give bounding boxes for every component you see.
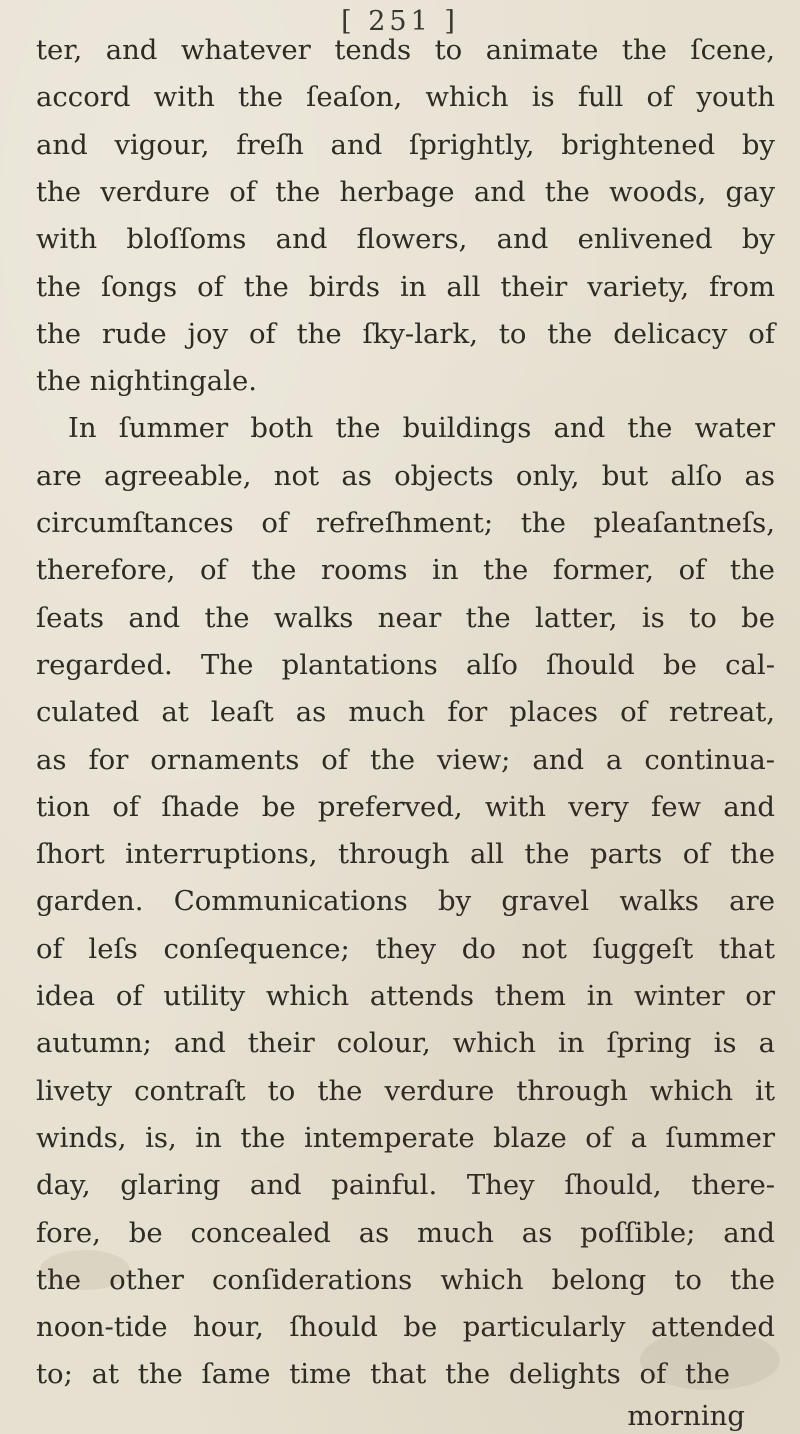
text-line: ſhort interruptions, through all the parts of the [36, 838, 776, 871]
text-line: the nightingale. [36, 365, 257, 398]
page-number: [ 251 ] [341, 6, 459, 37]
text-line: In ſummer both the buildings and the water [68, 412, 776, 445]
text-line: as for ornaments of the view; and a continua- [36, 743, 776, 776]
text-line: the other conſiderations which belong to the [36, 1263, 776, 1296]
text-line: livety contraſt to the verdure through which it [36, 1074, 776, 1107]
text-line: winds, is, in the intemperate blaze of a ſummer [36, 1121, 775, 1154]
text-line: of leſs conſequence; they do not ſuggeſt that [36, 932, 776, 965]
text-line: fore, be concealed as much as poſſible; and [36, 1216, 775, 1249]
text-line: the rude joy of the ſky-lark, to the delicacy of [36, 317, 775, 350]
text-line: are agreeable, not as objects only, but alſo as [36, 459, 776, 492]
text-line: ſeats and the walks near the latter, is to be [36, 601, 775, 634]
text-line: day, glaring and painful. They ſhould, there- [36, 1169, 776, 1202]
text-line: and vigour, freſh and ſprightly, brightened by [36, 128, 775, 161]
text-line: autumn; and their colour, which in ſpring is a [36, 1027, 775, 1060]
text-line: regarded. The plantations alſo ſhould be cal- [36, 648, 775, 681]
text-line: the ſongs of the birds in all their variety, from [36, 270, 775, 303]
text-line: the verdure of the herbage and the woods, gay [36, 175, 775, 208]
text-line: tion of ſhade be preferved, with very few and [36, 790, 775, 823]
text-line: culated at leaſt as much for places of retreat, [36, 696, 776, 729]
text-line: therefore, of the rooms in the former, of the [36, 554, 775, 587]
text-line: garden. Communications by gravel walks are [36, 885, 775, 918]
text-line: ter, and whatever tends to animate the ſcene, [36, 34, 776, 66]
catchword: morning [627, 1399, 745, 1432]
text-line: circumſtances of refreſhment; the pleaſantneſs, [36, 507, 775, 539]
text-line: accord with the ſeaſon, which is full of youth [36, 81, 775, 114]
text-line: with bloſſoms and flowers, and enlivened by [36, 223, 775, 256]
text-line: to; at the ſame time that the delights of the [36, 1358, 731, 1391]
text-line: idea of utility which attends them in winter or [36, 980, 775, 1012]
text-line: noon-tide hour, ſhould be particularly attended [36, 1311, 775, 1344]
